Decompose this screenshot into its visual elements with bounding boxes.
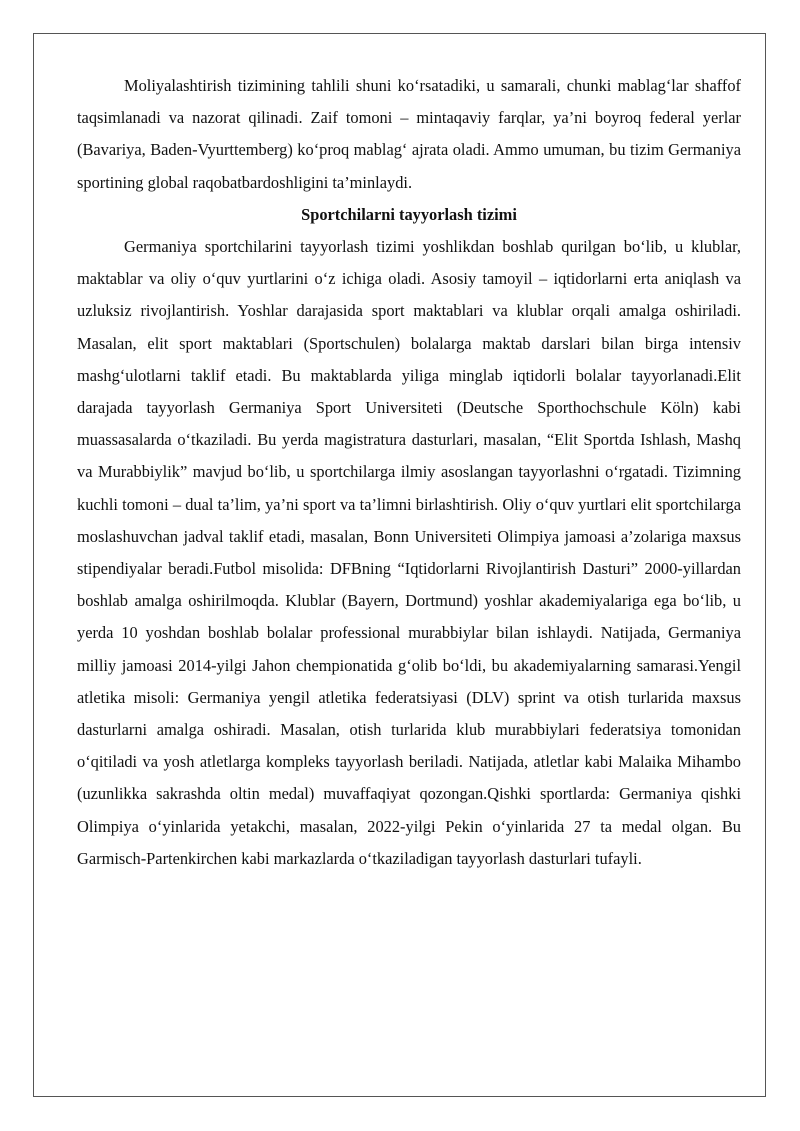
document-body (77, 70, 741, 875)
paragraph-funding-analysis: Moliyalashtirish tizimining tahlili shuni ko‘rsatadiki, u samarali, chunki mablag‘lar shaffof taqsimlanadi va nazorat qilinadi. Zaif tomoni – mintaqaviy farqlar, ya’ni boyroq federal yerlar (Bavariya, Baden-Vyurttemberg) ko‘proq mablag‘ ajrata oladi. Ammo umuman, bu tizim Germaniya sportining global raqobatbardoshligini ta’minlaydi. (77, 76, 741, 192)
section-heading: Sportchilarni tayyorlash tizimi (301, 204, 517, 224)
paragraph-athlete-training: Germaniya sportchilarini tayyorlash tizimi yoshlikdan boshlab qurilgan bo‘lib, u klublar, maktablar va oliy o‘quv yurtlarini o‘z ichiga oladi. Asosiy tamoyil – iqtidorlarni erta aniqlash va uzluksiz rivojlantirish. Yoshlar darajasida sport maktablari va klublar orqali amalga oshiriladi. Masalan, elit sport maktablari (Sportschulen) bolalarga maktab darslari bilan birga intensiv mashg‘ulotlarni taklif etadi. Bu maktablarda yiliga minglab iqtidorli bolalar tayyorlanadi.Elit darajada tayyorlash Germaniya Sport Universiteti (Deutsche Sporthochschule Köln) kabi muassasalarda o‘tkaziladi. Bu yerda magistratura dasturlari, masalan, “Elit Sportda Ishlash, Mashq va Murabbiylik” mavjud bo‘lib, u sportchilarga ilmiy asoslangan tayyorlashni o‘rgatadi. Tizimning kuchli tomoni – dual ta’lim, ya’ni sport va ta’limni birlashtirish. Oliy o‘quv yurtlari elit sportchilarga moslashuvchan jadval taklif etadi, masalan, Bonn Universiteti Olimpiya jamoasi a’zolariga maxsus stipendiyalar beradi.Futbol misolida: DFBning “Iqtidorlarni Rivojlantirish Dasturi” 2000-yillardan boshlab amalga oshirilmoqda. Klublar (Bayern, Dortmund) yoshlar akademiyalariga ega bo‘lib, u yerda 10 yoshdan boshlab bolalar professional murabbiylar bilan ishlaydi. Natijada, Germaniya milliy jamoasi 2014-yilgi Jahon chempionatida g‘olib bo‘ldi, bu akademiyalarning samarasi.Yengil atletika misoli: Germaniya yengil atletika federatsiyasi (DLV) sprint va otish turlarida maxsus dasturlarni amalga oshiradi. Masalan, otish turlarida klub murabbiylari federatsiya tomonidan o‘qitiladi va yosh atletlarga kompleks tayyorlash beriladi. Natijada, atletlar kabi Malaika Mihambo (uzunlikka sakrashda oltin medal) muvaffaqiyat qozongan.Qishki sportlarda: Germaniya qishki Olimpiya o‘yinlarida yetakchi, masalan, 2022-yilgi Pekin o‘yinlarida 27 ta medal olgan. Bu Garmisch-Partenkirchen kabi markazlarda o‘tkaziladigan tayyorlash dasturlari tufayli. (77, 237, 741, 868)
